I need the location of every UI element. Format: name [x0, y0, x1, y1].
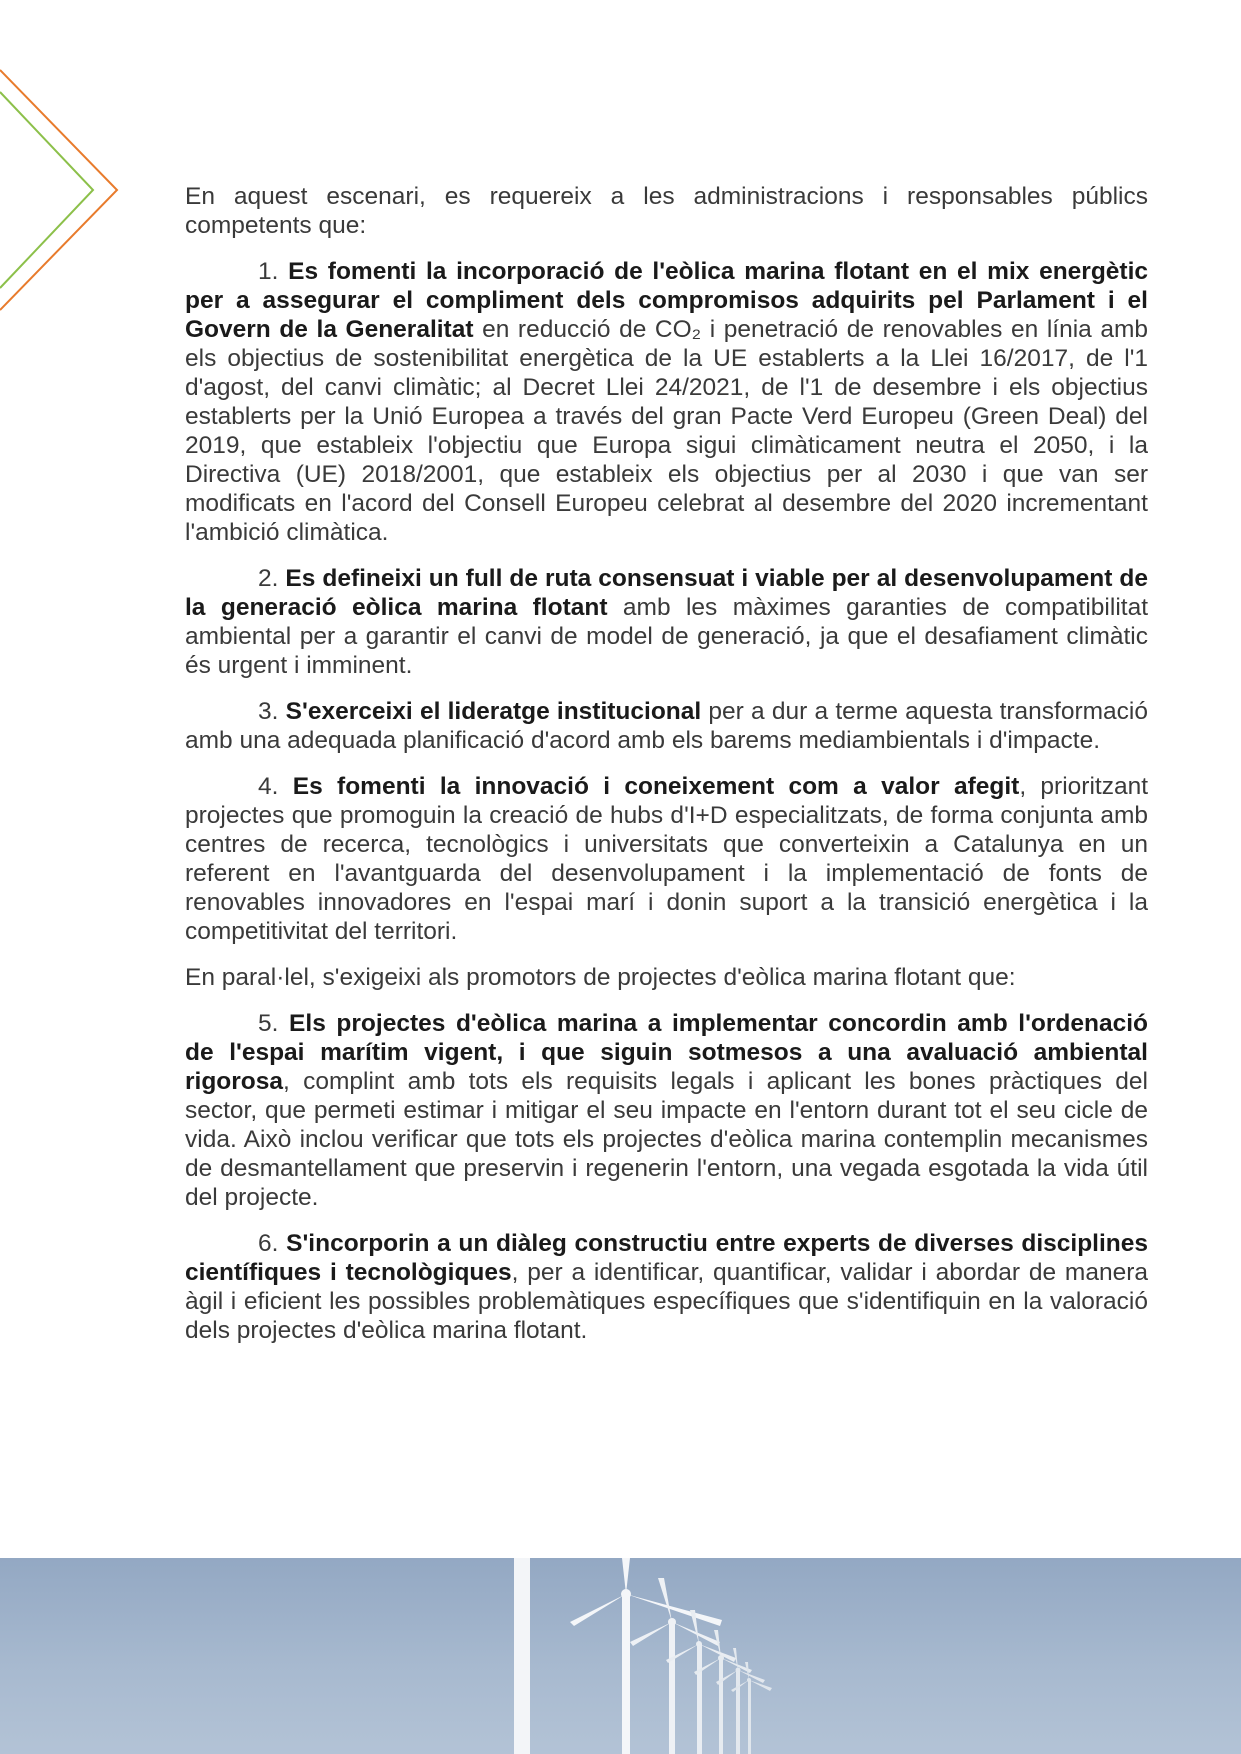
item-number: 5. — [258, 1010, 279, 1037]
document-body — [185, 182, 1148, 1362]
list-item-3 — [185, 697, 1148, 755]
list-item-2 — [185, 564, 1148, 680]
item-text: per a dur a terme aquesta transformació amb una adequada planificació d'acord amb els barems mediambientals i d'impacte. — [185, 698, 1148, 754]
list-item-1 — [185, 257, 1148, 547]
item-number: 2. — [258, 565, 279, 592]
item-bold-text: Es fomenti la innovació i coneixement com a valor afegit — [292, 773, 1020, 800]
item-number: 1. — [258, 258, 279, 285]
item-number: 4. — [258, 773, 279, 800]
item-bold-text: Es fomenti la incorporació de l'eòlica marina flotant en el mix energètic per a assegurar el compliment dels compromisos adquirits pel Parlament i el Govern de la Generalitat — [185, 258, 1149, 343]
intro-paragraph: En aquest escenari, es requereix a les administracions i responsables públics competents que: — [185, 183, 1148, 239]
list-item-5 — [185, 1009, 1148, 1212]
item-number: 6. — [258, 1230, 279, 1257]
wind-turbines-photo — [0, 1558, 1241, 1754]
item-text: , per a identificar, quantificar, validar i abordar de manera àgil i eficient les possibles problemàtiques específiques que s'identifiquin en la valoració dels projectes d'eòlica marina flotant. — [185, 1259, 1148, 1344]
item-text: , complint amb tots els requisits legals i aplicant les bones pràctiques del sector, que permeti estimar i mitigar el seu impacte en l'entorn durant tot el seu cicle de vida. Això inclou verificar que tots els projectes d'eòlica marina contemplin mecanismes de desmantellament que preservin i regenerin l'entorn, una vegada esgotada la vida útil del projecte. — [185, 1068, 1148, 1211]
item-number: 3. — [258, 698, 279, 725]
chevron-decoration-icon — [0, 0, 130, 320]
item-text: , prioritzant projectes que promoguin la creació de hubs d'I+D especialitzats, de forma conjunta amb centres de recerca, tecnològics i universitats que converteixin a Catalunya en un referent en l'avantguarda del desenvolupament i la implementació de fonts de renovables innovadores en l'espai marí i donin suport a la transició energètica i la competitivitat del territori. — [185, 773, 1149, 945]
list-item-6 — [185, 1229, 1148, 1345]
item-bold-text: Els projectes d'eòlica marina a implementar concordin amb l'ordenació de l'espai marítim vigent, i que siguin sotmesos a una avaluació ambiental rigorosa — [185, 1010, 1148, 1095]
item-bold-text: S'exerceixi el lideratge institucional — [285, 698, 702, 725]
item-text: amb les màximes garanties de compatibilitat ambiental per a garantir el canvi de model de generació, ja que el desafiament climàtic és urgent i imminent. — [185, 594, 1148, 679]
list-item-4 — [185, 772, 1148, 946]
item-bold-text: Es defineixi un full de ruta consensuat i viable per al desenvolupament de la generació eòlica marina flotant — [185, 565, 1148, 621]
item-bold-text: S'incorporin a un diàleg constructiu entre experts de diverses disciplines científiques i tecnològiques — [185, 1230, 1149, 1286]
item-text: en reducció de CO₂ i penetració de renovables en línia amb els objectius de sostenibilitat energètica de la UE establerts a la Llei 16/2017, de l'1 d'agost, del canvi climàtic; al Decret Llei 24/2021, de l'1 de desembre i els objectius establerts per la Unió Europea a través del gran Pacte Verd Europeu (Green Deal) del 2019, que estableix l'objectiu que Europa sigui climàticament neutra el 2050, i la Directiva (UE) 2018/2001, que estableix els objectius per al 2030 i que van ser modificats en l'acord del Consell Europeu celebrat al desembre del 2020 incrementant l'ambició climàtica. — [185, 316, 1148, 546]
intro-paragraph-2: En paral·lel, s'exigeixi als promotors de projectes d'eòlica marina flotant que: — [185, 964, 1016, 991]
